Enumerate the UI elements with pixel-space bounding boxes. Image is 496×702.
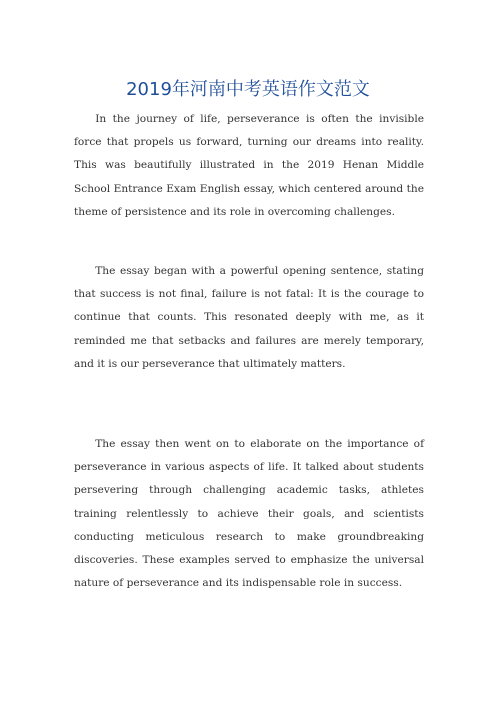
body-paragraph-2: The essay began with a powerful opening sentence, stating that success is not final, failure is not fatal: It is the courage to continue that counts. This resonated deeply with me, as it reminded me that setbacks and failures are merely temporary, and it is our perseverance that ultimately matters. <box>74 265 424 370</box>
document-title: 2019年河南中考英语作文范文 <box>126 79 370 100</box>
body-paragraph-3: The essay then went on to elaborate on the importance of perseverance in various aspects of life. It talked about students persevering through challenging academic tasks, athletes training relentlessly to achieve their goals, and scientists conducting meticulous research to make groundbreaking discoveries. These examples served to emphasize the universal nature of perseverance and its indispensable role in success. <box>74 438 424 590</box>
body-paragraph-1: In the journey of life, perseverance is often the invisible force that propels us forward, turning our dreams into reality. This was beautifully illustrated in the 2019 Henan Middle School Entrance Exam English essay, which centered around the theme of persistence and its role in overcoming challenges. <box>74 113 424 218</box>
